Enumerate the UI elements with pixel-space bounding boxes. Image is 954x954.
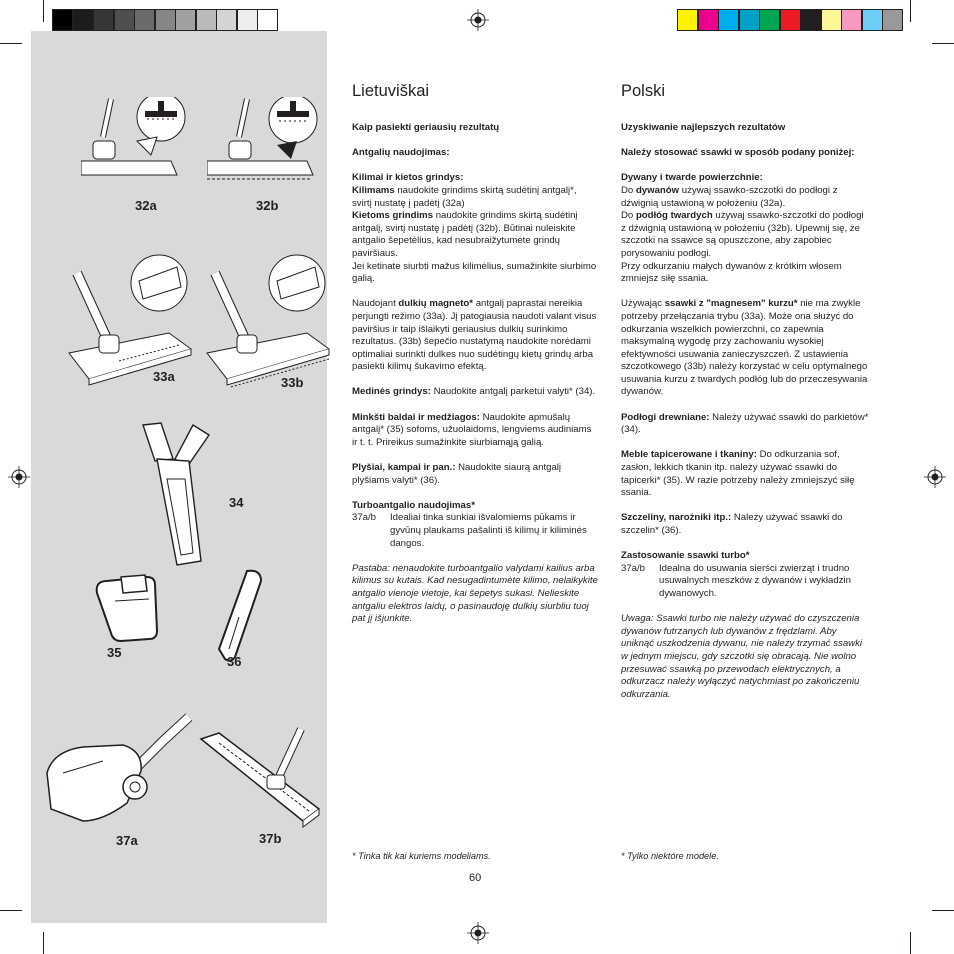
color-swatch bbox=[115, 10, 134, 30]
crop-mark bbox=[43, 0, 44, 22]
crop-mark bbox=[910, 0, 911, 22]
pl-heading-turbo: Zastosowanie ssawki turbo* bbox=[621, 550, 750, 562]
crevice-nozzle-illustration bbox=[211, 567, 271, 663]
floor-nozzle-carpet-illustration bbox=[81, 97, 211, 207]
pl-para-dust-magnet: Używając ssawki z "magnesem" kurzu* nie ma zwykle potrzeby przełączania trybu (33a). Może ona służyć do odkurzania wszelkich powierzchni, co zapewnia maksymalną wygodę przy zachowaniu wysokiej efektywności usuwania zanieczyszczeń. Z ustawienia szczotkowego (33b) należy korzystać w celu optymalnego usuwania kurzu z twardych podłóg lub do przeczesywania dywanów. bbox=[621, 298, 868, 398]
page-number: 60 bbox=[469, 872, 482, 884]
pl-para-hardfloors: Do podłóg twardych używaj ssawko-szczotki do podłogi z dźwignią ustawioną w położeniu (32b). Upewnij się, że szczotki na ssawce są opuszczone, aby zapobiec porysowaniu podłogi. bbox=[621, 210, 864, 259]
color-swatch bbox=[822, 10, 841, 30]
lt-note: Pastaba: nenaudokite turboantgalio valydami kailius arba kilimus su kutais. Kad nesugadintumėte kilimo, nelaikykite antgalio vienoje vietoje, kai šepetys sukasi. Nelieskite antgaliu elektros laidų, o pasinaudoję dulkių siurbliu tuoj pat jį išjunkite. bbox=[352, 562, 598, 625]
pl-para-upholstery: Meble tapicerowane i tkaniny: Do odkurzania sof, zasłon, lekkich tkanin itp. należy używać ssawki do tapicerki* (35). W razie potrzeby należy zmniejszyć siłę ssania. bbox=[621, 449, 855, 499]
color-swatch bbox=[217, 10, 236, 30]
color-swatch bbox=[719, 10, 738, 30]
crop-mark bbox=[0, 910, 22, 911]
turbo-brush-illustration bbox=[43, 711, 193, 827]
color-swatch bbox=[135, 10, 154, 30]
lt-para-small-rugs: Jei ketinate siurbti mažus kilimėlius, sumažinkite siurbimo galią. bbox=[352, 260, 597, 285]
crop-mark bbox=[43, 932, 44, 954]
crop-mark bbox=[910, 932, 911, 954]
lt-para-crevices: Plyšiai, kampai ir pan.: Naudokite siaurą antgalį plyšiams valyti* (36). bbox=[352, 462, 562, 486]
registration-mark-bottom bbox=[467, 922, 489, 944]
figure-label-36: 36 bbox=[227, 654, 242, 669]
lt-heading-turbo: Turboantgalio naudojimas* bbox=[352, 499, 475, 511]
registration-mark-left bbox=[8, 466, 30, 488]
dust-magnet-nozzle-brush-illustration bbox=[197, 253, 337, 388]
pl-title: Polski bbox=[621, 82, 666, 100]
pl-para-crevices: Szczeliny, narożniki itp.: Należy używać ssawki do szczelin* (36). bbox=[621, 512, 843, 536]
color-swatch bbox=[842, 10, 861, 30]
color-swatch bbox=[258, 10, 277, 30]
pl-footnote: * Tylko niektóre modele. bbox=[621, 851, 719, 861]
color-swatch bbox=[678, 10, 697, 30]
color-swatch bbox=[699, 10, 718, 30]
figure-label-34: 34 bbox=[229, 495, 244, 510]
figure-label-32a: 32a bbox=[135, 198, 157, 213]
lt-heading-best-results: Kaip pasiekti geriausių rezultatų bbox=[352, 122, 500, 133]
color-swatch bbox=[863, 10, 882, 30]
illustration-panel bbox=[31, 31, 327, 923]
registration-mark-top bbox=[467, 9, 489, 31]
lt-column bbox=[352, 122, 598, 626]
upholstery-nozzle-illustration bbox=[91, 571, 171, 643]
lt-turbo-item: 37a/b Idealiai tinka sunkiai išvalomiems pūkams ir gyvūnų plaukams pašalinti iš kilimų ir kiliminės dangos. bbox=[352, 512, 587, 549]
color-swatch bbox=[53, 10, 72, 30]
pl-para-carpets: Do dywanów używaj ssawko-szczotki do podłogi z dźwignią ustawioną w położeniu (32a). bbox=[621, 184, 838, 209]
figure-label-33b: 33b bbox=[281, 375, 304, 390]
figure-label-37a: 37a bbox=[116, 833, 138, 848]
lt-para-wood-floors: Medinės grindys: Naudokite antgalį parketui valyti* (34). bbox=[352, 386, 596, 398]
lt-heading-using-nozzles: Antgalių naudojimas: bbox=[352, 147, 450, 159]
dust-magnet-nozzle-illustration bbox=[59, 253, 199, 388]
lt-title: Lietuviškai bbox=[352, 82, 430, 100]
lt-para-hardfloors: Kietoms grindims naudokite grindims skirtą sudėtinį antgalį, svirtį nustatę į padėtį (32b). Būtinai nuleiskite antgalio šepetėlius, kad nesubraižytumėte grindų paviršiaus. bbox=[352, 210, 578, 259]
lt-footnote: * Tinka tik kai kuriems modeliams. bbox=[352, 851, 491, 861]
figure-label-32b: 32b bbox=[256, 198, 279, 213]
figure-label-33a: 33a bbox=[153, 369, 175, 384]
floor-nozzle-hardfloor-illustration bbox=[207, 97, 337, 207]
color-swatch bbox=[197, 10, 216, 30]
parquet-nozzle-illustration bbox=[133, 419, 229, 569]
pl-note: Uwaga: Ssawki turbo nie należy używać do czyszczenia dywanów futrzanych lub dywanów z frędzlami. Aby uniknąć uszkodzenia dywanu, nie należy trzymać ssawki w jednym miejscu, gdy szczotki się obracają. Nie wolno przesuwać ssawką po przewodach elektrycznych, a odkurzacz należy wyłączyć natychmiast po zakończeniu odkurzania. bbox=[621, 613, 863, 700]
color-swatch bbox=[740, 10, 759, 30]
color-swatch bbox=[801, 10, 820, 30]
pl-para-small-rugs: Przy odkurzaniu małych dywanów z krótkim włosem zmniejsz siłę ssania. bbox=[621, 260, 842, 285]
color-swatch bbox=[760, 10, 779, 30]
color-swatch bbox=[238, 10, 257, 30]
pl-heading-using-nozzles: Należy stosować ssawki w sposób podany poniżej: bbox=[621, 147, 855, 159]
crop-mark bbox=[932, 910, 954, 911]
color-swatch bbox=[781, 10, 800, 30]
figure-label-37b: 37b bbox=[259, 831, 282, 846]
color-swatch bbox=[156, 10, 175, 30]
lt-para-dust-magnet: Naudojant dulkių magneto* antgalį paprastai nereikia perjungti režimo (33a). Jį patogiausia naudoti valant visus paviršius ir taip išlaikyti geriausius dulkių surinkimo rezultatus. (33b) šepečio nustatymą naudokite norėdami optimaliai surinkti dulkes nuo sudėtingų kietų grindų arba pasiekti kilimų šukavimo efektą. bbox=[352, 298, 597, 373]
lt-para-carpets: Kilimams naudokite grindims skirtą sudėtinį antgalį*, svirtį nustatę į padėtį (32a) bbox=[352, 184, 577, 209]
color-swatch bbox=[94, 10, 113, 30]
registration-mark-right bbox=[924, 466, 946, 488]
figure-label-35: 35 bbox=[107, 645, 122, 660]
pl-heading-carpets-floors: Dywany i twarde powierzchnie: bbox=[621, 172, 763, 184]
color-swatch bbox=[74, 10, 93, 30]
pl-heading-best-results: Uzyskiwanie najlepszych rezultatów bbox=[621, 122, 786, 133]
color-swatch bbox=[883, 10, 902, 30]
lt-para-upholstery: Minkšti baldai ir medžiagos: Naudokite apmušalų antgalį* (35) sofoms, užuolaidoms, lengviems audiniams ir t. t. Prireikus sumažinkite siurbiamąją galią. bbox=[352, 411, 592, 448]
pl-para-wood-floors: Podłogi drewniane: Należy używać ssawki do parkietów* (34). bbox=[621, 411, 869, 436]
lt-heading-carpets-floors: Kilimai ir kietos grindys: bbox=[352, 172, 464, 184]
floor-nozzle-37b-illustration bbox=[193, 725, 327, 835]
crop-mark bbox=[0, 43, 22, 44]
color-swatch bbox=[176, 10, 195, 30]
pl-column bbox=[621, 122, 869, 701]
crop-mark bbox=[932, 43, 954, 44]
pl-turbo-item: 37a/b Idealna do usuwania sierści zwierząt i trudno usuwalnych meszków z dywanów i wykładzin dywanowych. bbox=[621, 562, 851, 599]
